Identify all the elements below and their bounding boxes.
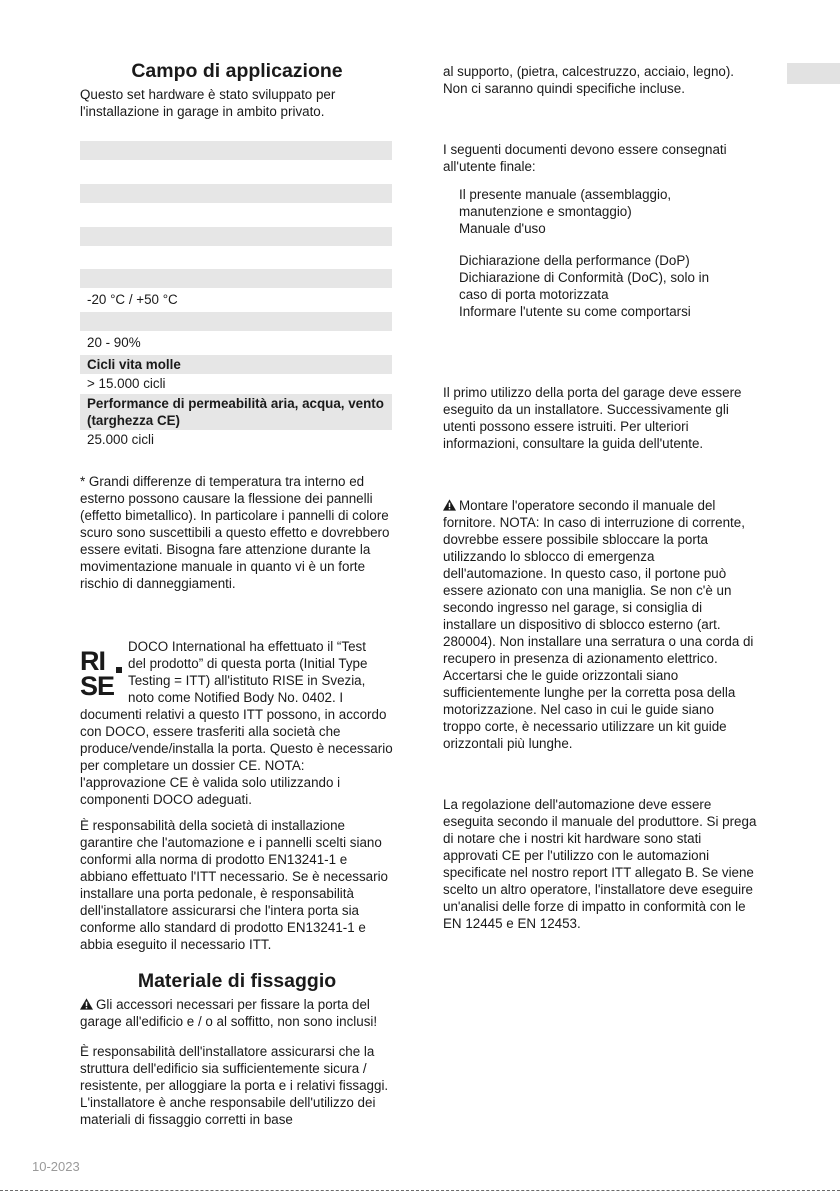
table-header-blank-3 xyxy=(80,227,392,246)
documents-item: Il presente manuale (assemblaggio, manutenzione e smontaggio) xyxy=(459,187,672,219)
section-title-fixing: Materiale di fissaggio xyxy=(137,970,337,992)
rise-logo: RI SE xyxy=(80,649,120,699)
documents-item: Dichiarazione della performance (DoP) xyxy=(459,253,690,268)
documents-intro: I seguenti documenti devono essere consegnati all'utente finale: xyxy=(443,142,727,174)
documents-item: Dichiarazione di Conformità (DoC), solo in caso di porta motorizzata xyxy=(459,270,710,302)
warning-icon xyxy=(80,998,93,1010)
warning-icon xyxy=(443,499,456,511)
fixing-warning: Gli accessori necessari per fissare la porta del garage all'edificio e / o al soffitto, non sono inclusi! xyxy=(80,997,378,1029)
performance-header: Performance di permeabilità aria, acqua, vento (targhezza CE) xyxy=(80,394,392,430)
rise-text-line-2: del prodotto” di questa porta (Initial Type xyxy=(128,656,368,671)
first-use-text: Il primo utilizzo della porta del garage deve essere eseguito da un installatore. Successivamente gli utenti possono essere istruiti. Per ulteriori informazioni, consultare la guida dell'utente. xyxy=(443,385,742,451)
springs-value: > 15.000 cicli xyxy=(87,376,166,391)
rise-text-line-4: noto come Notified Body No. 0402. I xyxy=(128,690,344,705)
documents-list xyxy=(443,186,719,320)
temp-value: -20 °C / +50 °C xyxy=(87,292,178,307)
temperature-note: * Grandi differenze di temperatura tra interno ed esterno possono causare la flessione dei pannelli (effetto bimetallico). In particolare i pannelli di colore scuro sono suscettibili a questo effetto e dovrebbero essere evitati. Bisogna fare attenzione durante la movimentazione manuale in quanto vi è un forte rischio di danneggiamenti. xyxy=(80,474,390,591)
section-title-application: Campo di applicazione xyxy=(131,60,343,82)
rise-text-body: documenti relativi a questo ITT possono, in accordo con DOCO, essere trasferiti alla società che produce/vende/installa la porta. Questo è necessario per completare un dossier CE. NOTA: l'approvazione CE è valida solo utilizzando i componenti DOCO adeguati. xyxy=(80,707,393,807)
spec-table xyxy=(80,141,392,450)
regulation-text: La regolazione dell'automazione deve essere eseguita secondo il manuale del produttore. Si prega di notare che i nostri kit hardware sono stati approvati CE per l'utilizzo con le automazioni specificate nel nostro report ITT allegato B. Se viene scelto un altro operatore, l'installatore deve eseguire un'analisi delle forze di impatto in conformità con le EN 12445 e EN 12453. xyxy=(443,797,757,931)
installer-responsibility: È responsabilità della società di installazione garantire che l'automazione e i pannelli scelti siano conformi alla norma di prodotto EN13241-1 e abbiano effettuato l'ITT necessario. Se è necessario installare una porta pedonale, è responsabilità dell'installatore assicurarsi che l'intera porta sia conforme allo standard di prodotto EN13241-1 e abbia eseguito il necessario ITT. xyxy=(80,818,389,952)
intro-text: Questo set hardware è stato sviluppato per l'installazione in garage in ambito privato. xyxy=(80,87,336,119)
table-header-blank-2 xyxy=(80,184,392,203)
documents-item: Informare l'utente su come comportarsi xyxy=(459,304,691,319)
table-header-blank-1 xyxy=(80,141,392,160)
documents-item: Manuale d'uso xyxy=(459,221,546,236)
rise-text-line-3: Testing = ITT) all'istituto RISE in Svezia, xyxy=(128,673,366,688)
humidity-value: 20 - 90% xyxy=(87,335,141,350)
fixing-continuation: al supporto, (pietra, calcestruzzo, acciaio, legno). Non ci saranno quindi specifiche incluse. xyxy=(443,64,735,96)
fixing-text: È responsabilità dell'installatore assicurarsi che la struttura dell'edificio sia sufficientemente sicura / resistente, per alloggiare la porta e i relativi fissaggi. L'installatore è anche responsabile dell'utilizzo dei materiali di fissaggio corretti in base xyxy=(80,1044,389,1127)
footer-divider xyxy=(0,1190,840,1191)
table-header-blank-4 xyxy=(80,269,392,288)
footer-date: 10-2023 xyxy=(32,1159,80,1174)
performance-value: 25.000 cicli xyxy=(87,432,154,447)
table-header-blank-5 xyxy=(80,312,392,331)
side-tab-marker xyxy=(787,63,840,84)
operator-warning: Montare l'operatore secondo il manuale del fornitore. NOTA: In caso di interruzione di corrente, dovrebbe essere possibile sbloccare la porta utilizzando lo sblocco di emergenza dell'automazione. In questo caso, il portone può essere azionato con una maniglia. Se non c'è un secondo ingresso nel garage, si consiglia di installare un dispositivo di sblocco esterno (art. 280004). Non installare una serratura o una corda di recupero in presenza di azionamento elettrico. Accertarsi che le guide orizzontali siano sufficientemente lunghe per la corretta posa della motorizzazione. Nel caso in cui le guide siano troppo corte, è necessario utilizzare un kit guide orizzontali più lunghe. xyxy=(443,498,754,751)
rise-text-line-1: DOCO International ha effettuato il “Test xyxy=(128,639,366,654)
springs-header: Cicli vita molle xyxy=(80,355,392,374)
